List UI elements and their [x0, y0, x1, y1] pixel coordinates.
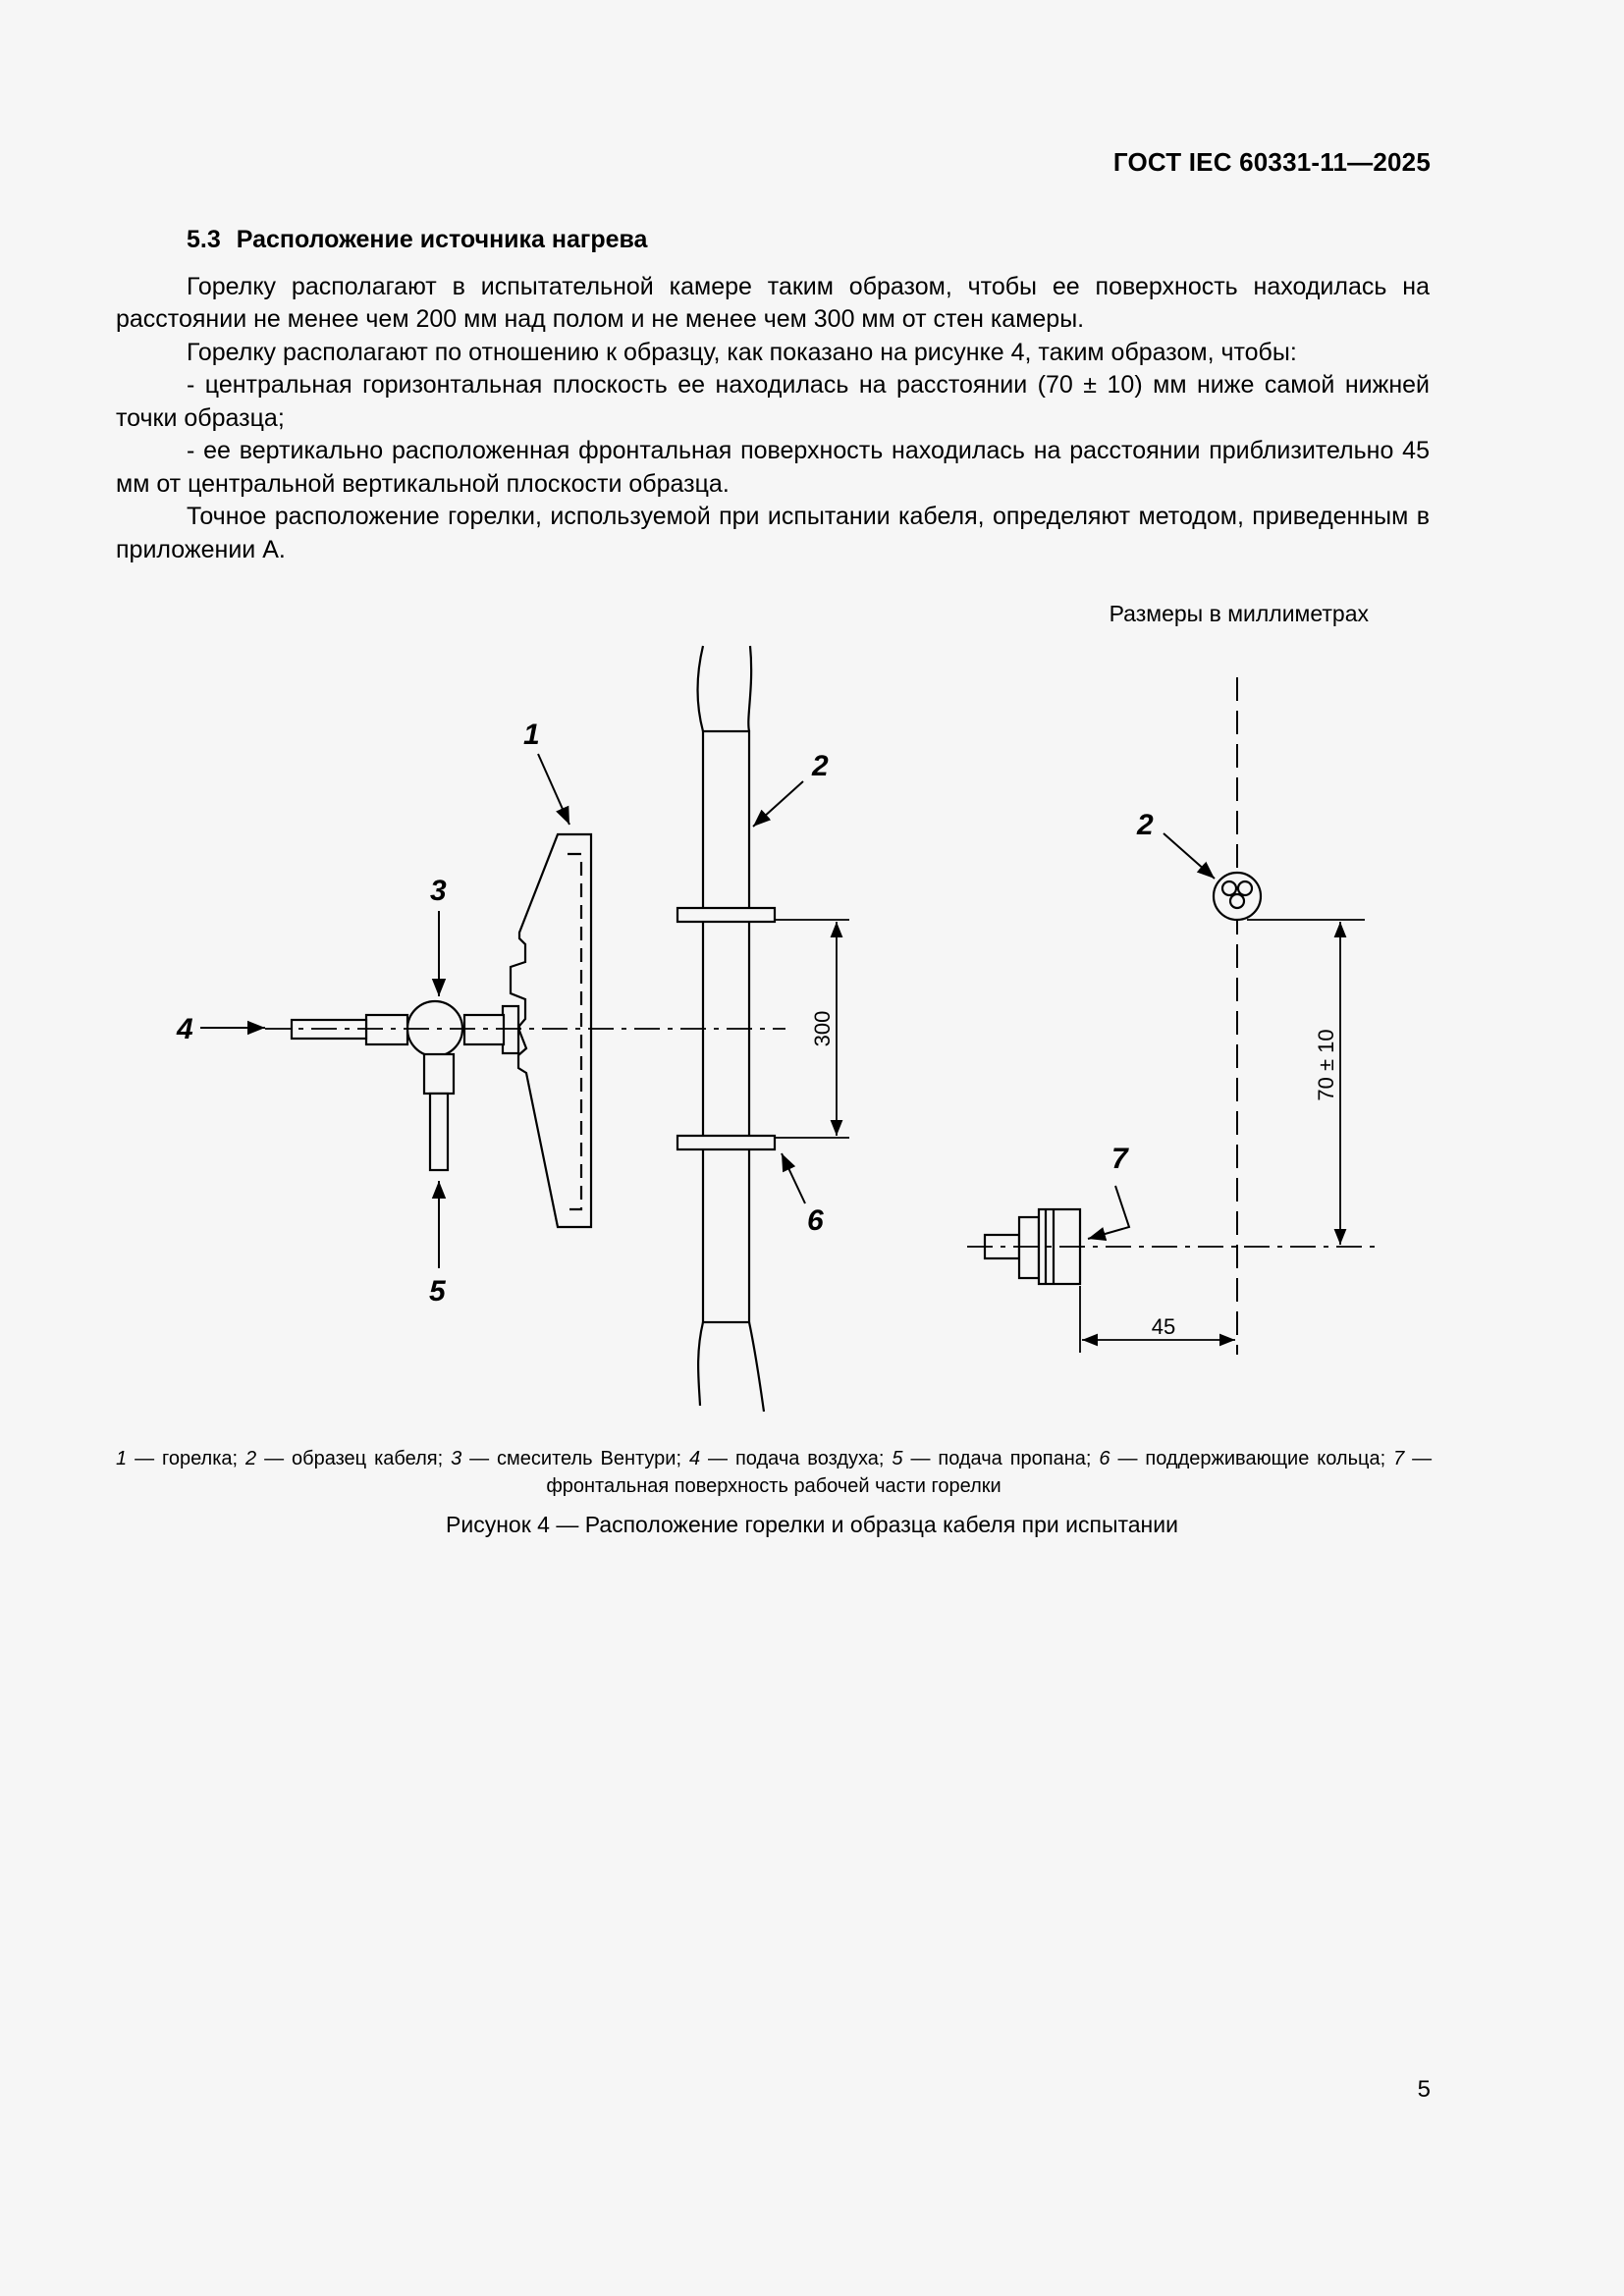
legend-item: 5 — подача пропана;: [892, 1448, 1092, 1469]
paragraph-list-item: - ее вертикально расположенная фронтальная поверхность находилась на расстоянии приблизительно 45 мм от центральной вертикальной плоскости образца.: [116, 437, 1430, 498]
paragraph: Горелку располагают по отношению к образцу, как показано на рисунке 4, таким образом, чтобы:: [187, 338, 1297, 366]
cable-wire-top-left: [698, 646, 703, 731]
legend-item: 4 — подача воздуха;: [688, 1448, 885, 1469]
callout-6: 6: [807, 1204, 824, 1237]
legend-item: 2 — образец кабеля;: [245, 1448, 444, 1469]
callout-2: 2: [812, 750, 829, 782]
paragraph-list-item: - центральная горизонтальная плоскость ее находилась на расстоянии (70 ± 10) мм ниже самой нижней точки образца;: [116, 371, 1430, 432]
callout-4: 4: [177, 1013, 193, 1045]
burner-neck: [503, 1006, 518, 1053]
callout-5: 5: [429, 1275, 446, 1308]
dimension-70-10: 70 ± 10: [1314, 1029, 1338, 1101]
figure-legend: [116, 1445, 1432, 1500]
legend-item: 6 — поддерживающие кольца;: [1099, 1448, 1386, 1469]
figure-caption: Рисунок 4 — Расположение горелки и образца кабеля при испытании: [446, 1512, 1178, 1537]
callout-3: 3: [430, 875, 447, 907]
dimension-45: 45: [1151, 1314, 1176, 1339]
burner-plate: [511, 834, 591, 1227]
document-header: ГОСТ IEC 60331-11—2025: [1112, 147, 1431, 177]
mixer-outlet: [464, 1015, 504, 1044]
dimension-300: 300: [810, 1010, 835, 1047]
propane-supply-tube: [430, 1094, 448, 1170]
units-note: Размеры в миллиметрах: [1109, 601, 1369, 626]
page-number: 5: [1417, 2076, 1431, 2103]
section-title-text: Расположение источника нагрева: [236, 226, 648, 253]
cable-wire-top-right: [748, 646, 751, 731]
propane-inlet: [424, 1054, 454, 1094]
cable-sample: [703, 731, 749, 1322]
support-ring-lower: [677, 1136, 775, 1149]
mixer-inlet: [366, 1015, 407, 1044]
legend-item: 7 — фронтальная поверхность рабочей части горелки: [546, 1448, 1433, 1497]
callout-1: 1: [523, 719, 540, 751]
support-ring-upper: [677, 908, 775, 922]
callout-2-section: 2: [1137, 809, 1154, 841]
paragraph: Точное расположение горелки, используемой при испытании кабеля, определяют методом, приведенным в приложении А.: [116, 503, 1430, 563]
legend-item: 1 — горелка;: [116, 1448, 239, 1469]
cable-wire-bottom-left: [698, 1322, 703, 1406]
callout-7: 7: [1111, 1143, 1128, 1175]
section-number: 5.3: [187, 226, 221, 253]
cable-wire-bottom-right: [749, 1322, 764, 1412]
legend-item: 3 — смеситель Вентури;: [451, 1448, 682, 1469]
paragraph: Горелку располагают в испытательной камере таким образом, чтобы ее поверхность находилась на расстоянии не менее чем 200 мм над полом и не менее чем 300 мм от стен камеры.: [116, 272, 1430, 333]
